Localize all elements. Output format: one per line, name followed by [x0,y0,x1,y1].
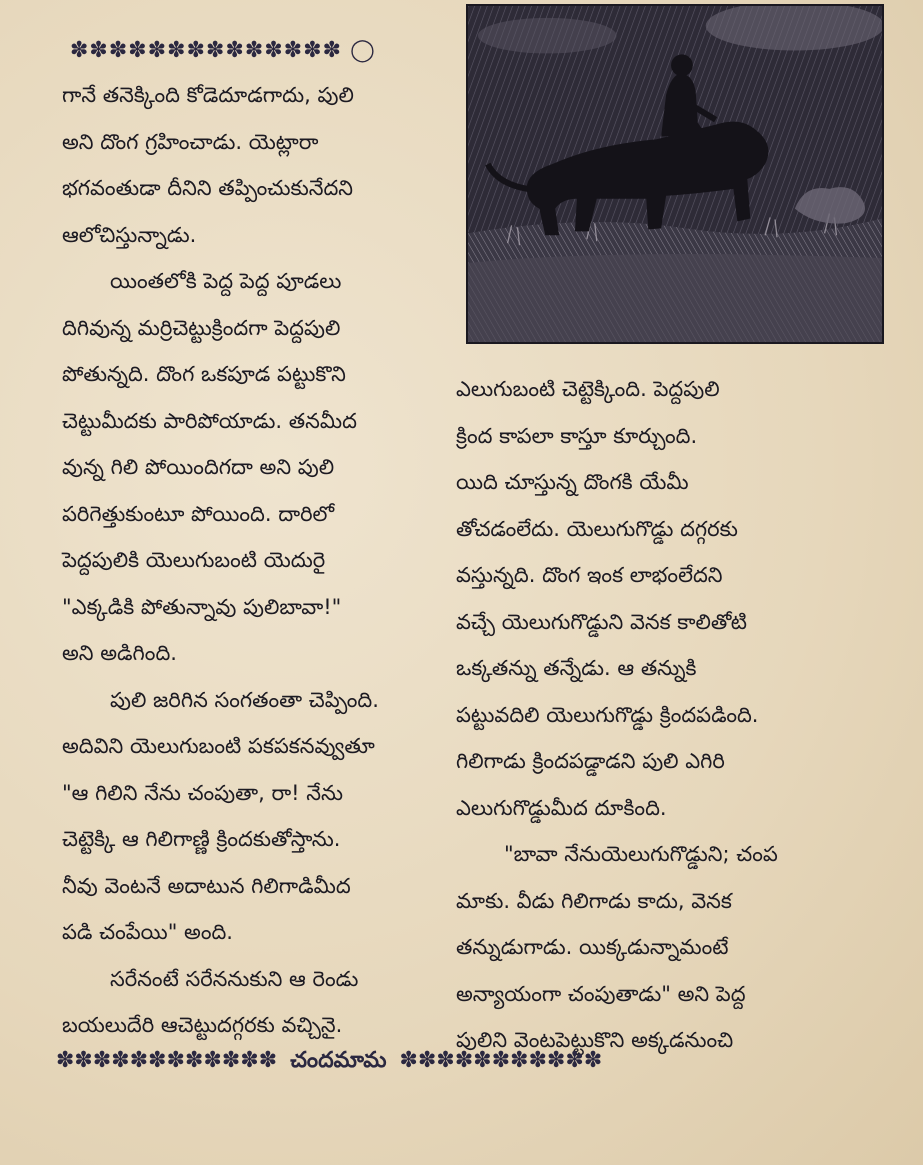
text-line: పెద్దపులికి యెలుగుబంటి యెదురై [62,548,326,572]
left-text-column [62,72,462,1049]
text-line: యింతలోకి పెద్ద పెద్ద పూడలు [110,269,342,293]
text-line: వచ్చే యెలుగుగొడ్డుని వెనక కాలితోటి [456,609,747,634]
footer-ornament-right: ✽✽✽✽✽✽✽✽✽✽✽ [399,1048,603,1073]
text-line: పట్టువదిలి యెలుగుగొడ్డు క్రిందపడింది. [456,702,759,727]
text-line: క్రింద కాపలా కాస్తూ కూర్చుంది. [456,423,698,448]
text-line: అన్యాయంగా చంపుతాడు" అని పెద్ద [456,981,746,1006]
text-line: వున్న గిలి పోయిందిగదా అని పులి [62,455,335,479]
text-line: పులి జరిగిన సంగతంతా చెప్పింది. [110,687,379,712]
text-line: అని అడిగింది. [62,641,177,665]
footer-ornament-band [56,1048,856,1084]
text-line: బయలుదేరి ఆచెట్టుదగ్గరకు వచ్చినై. [62,1013,343,1037]
text-line: ఒక్కతన్ను తన్నేడు. ఆ తన్నుకి [456,656,697,680]
text-line: నీవు వెంటనే అదాటున గిలిగాడిమీద [62,873,351,898]
magazine-title: చందమామ [290,1048,387,1073]
text-line: పులిని వెంటపెట్టుకొని అక్కడనుంచి [456,1028,734,1052]
text-line: తోచడంలేదు. యెలుగుగొడ్డు దగ్గరకు [456,516,738,541]
text-line: గిలిగాడు క్రిందపడ్డాడని పులి ఎగిరి [456,749,725,773]
right-text-column [456,366,866,1064]
text-line: "ఎక్కడికి పోతున్నావు పులిబావా!" [62,594,342,619]
man-riding-tiger-illustration-icon [466,4,884,344]
text-line: చెట్టుమీదకు పారిపోయాడు. తనమీద [62,408,357,433]
text-line: పోతున్నది. దొంగ ఒకపూడ పట్టుకొని [62,362,346,386]
text-line: "ఆ గిలిని నేను చంపుతా, రా! నేను [62,780,343,805]
text-line: ఎలుగుబంటి చెట్టెక్కింది. పెద్దపులి [456,377,720,401]
text-line: వస్తున్నది. దొంగ ఇంక లాభంలేదని [456,563,723,587]
text-line: భగవంతుడా దీనిని తప్పించుకునేదని [62,176,354,200]
text-line: ఎలుగుగొడ్డుమీద దూకింది. [456,795,667,820]
text-line: అని దొంగ గ్రహించాడు. యెట్లారా [62,129,319,154]
text-line: సరేనంటే సరేననుకుని ఆ రెండు [110,966,359,991]
text-line: యిది చూస్తున్న దొంగకి యేమీ [456,470,689,494]
text-line: పరిగెత్తుకుంటూ పోయింది. దారిలో [62,501,335,526]
text-line: గానే తనెక్కింది కోడెదూడగాదు, పులి [62,83,354,107]
text-line: మాకు. వీడు గిలిగాడు కాదు, వెనక [456,888,732,913]
text-line: దిగివున్న మర్రిచెట్టుక్రిందగా పెద్దపులి [62,315,341,340]
footer-ornament-left: ✽✽✽✽✽✽✽✽✽✽✽✽ [56,1048,278,1073]
top-ornament-border: ✽✽✽✽✽✽✽✽✽✽✽✽✽✽ ◯ [70,38,376,63]
text-line: "బావా నేనుయెలుగుగొడ్డుని; చంప [504,842,778,866]
text-line: అదివిని యెలుగుబంటి పకపకనవ్వుతూ [62,734,375,758]
text-line: చెట్టెక్కి ఆ గిలిగాణ్ణి క్రిందకుతోస్తాను. [62,827,341,851]
text-line: పడి చంపేయి" అంది. [62,920,233,944]
text-line: ఆలోచిస్తున్నాడు. [62,222,197,247]
text-line: తన్నుడుగాడు. యిక్కడున్నామంటే [456,935,729,959]
